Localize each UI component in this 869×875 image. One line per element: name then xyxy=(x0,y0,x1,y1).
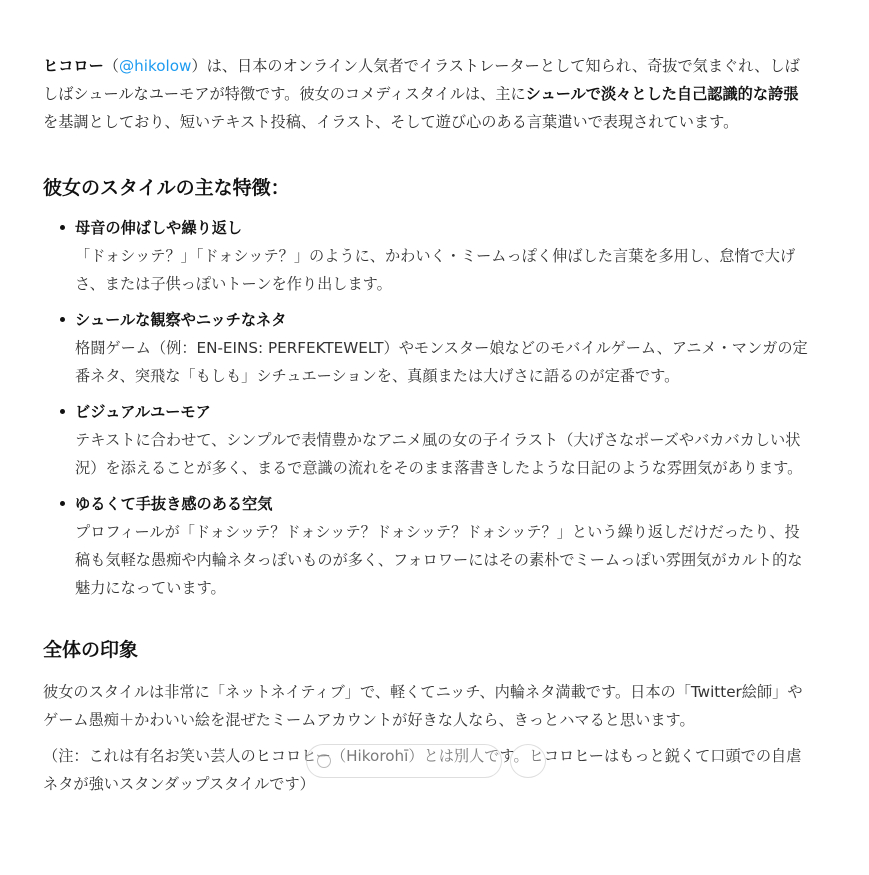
feature-title: ゆるくて手抜き感のある空気 xyxy=(75,495,273,513)
feature-desc: テキストに合わせて、シンプルで表情豊かなアニメ風の女の子イラスト（大げさなポーズやバカバカしい状況）を添えることが多く、まるで意識の流れをそのまま落書きしたような日記のような雰囲気があります。 xyxy=(75,431,803,477)
subject-name: ヒコロー xyxy=(43,57,104,75)
note-paragraph: （注：これは有名お笑い芸人のヒコロヒー（Hikorohī）とは別人です。ヒコロヒーはもっと鋭くて口頭での自虐ネタが強いスタンダップスタイルです） xyxy=(43,747,802,793)
feature-desc: 「ドォシッテ？」「ドォシッテ？」のように、かわいく・ミームっぽく伸ばした言葉を多用し、怠惰で大げさ、または子供っぽいトーンを作り出します。 xyxy=(75,247,796,293)
intro-text-2: を基調としており、短いテキスト投稿、イラスト、そして遊び心のある言葉遣いで表現されています。 xyxy=(43,113,739,131)
intro-text-1: ）は、日本のオンライン人気者でイラストレーターとして知られ、奇抜で気まぐれ、しばしばシュールなユーモアが特徴です。彼女のコメディスタイルは、主に xyxy=(43,57,800,103)
overall-section-title: 全体の印象 xyxy=(43,639,139,661)
intro-bold-phrase: シュールで淡々とした自己認識的な誇張 xyxy=(525,85,799,103)
bullet-dot xyxy=(60,225,65,230)
features-list xyxy=(43,214,813,602)
list-item xyxy=(43,490,813,602)
overall-paragraph: 彼女のスタイルは非常に「ネットネイティブ」で、軽くてニッチ、内輪ネタ満載です。日本の「Twitter絵師」やゲーム愚痴＋かわいい絵を混ぜたミームアカウントが好きな人なら、きっとハマると思います。 xyxy=(43,683,803,729)
feature-desc: プロフィールが「ドォシッテ？ドォシッテ？ドォシッテ？ドォシッテ？」という繰り返しだけだったり、投稿も気軽な愚痴や内輪ネタっぽいものが多く、フォロワーにはその素朴でミームっぽい雰囲気がカルト的な魅力になっています。 xyxy=(75,523,803,597)
feature-title: ビジュアルユーモア xyxy=(75,403,211,421)
bullet-dot xyxy=(60,501,65,506)
response-body xyxy=(43,52,813,798)
list-item xyxy=(43,214,813,298)
floating-action-pill[interactable] xyxy=(306,744,502,778)
paren-open: （ xyxy=(103,57,119,75)
search-icon xyxy=(317,754,331,768)
list-item xyxy=(43,398,813,482)
feature-desc: 格闘ゲーム（例：EN-EINS: PERFEKTEWELT）やモンスター娘などのモバイルゲーム、アニメ・マンガの定番ネタ、突飛な「もしも」シチュエーションを、真顔または大げさに語るのが定番です。 xyxy=(75,339,808,385)
list-item xyxy=(43,306,813,390)
floating-action-button[interactable] xyxy=(510,744,546,778)
bullet-dot xyxy=(60,409,65,414)
style-section-title: 彼女のスタイルの主な特徴： xyxy=(43,177,290,199)
feature-title: シュールな観察やニッチなネタ xyxy=(75,311,287,329)
handle-link[interactable]: @hikolow xyxy=(118,57,192,75)
intro-paragraph xyxy=(43,52,813,136)
feature-title: 母音の伸ばしや繰り返し xyxy=(75,219,243,237)
bullet-dot xyxy=(60,317,65,322)
